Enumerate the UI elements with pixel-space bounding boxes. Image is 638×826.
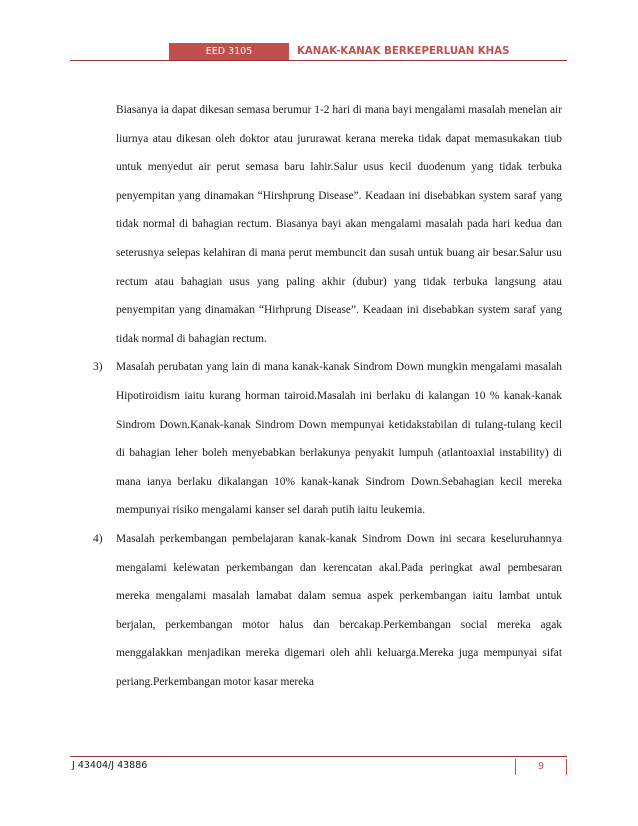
list-item: [93, 353, 562, 525]
student-id: J 43404/J 43886: [72, 760, 148, 771]
course-code: EED 3105: [169, 43, 289, 60]
document-body: [93, 96, 562, 696]
page-header: [70, 44, 567, 61]
list-item: [93, 525, 562, 697]
page-footer: [70, 756, 567, 773]
list-item-number: 3): [93, 361, 103, 374]
list-item-text: Masalah perubatan yang lain di mana kanak-kanak Sindrom Down mungkin mengalami masalah Hipotiroidism iaitu kurang horman tairoid.Masalah ini berlaku di kalangan 10 % kanak-kanak Sindrom Down.Kanak-kanak Sindrom Down mempunyai ketidakstabilan di tulang-tulang kecil di bahagian leher boleh menyebabkan berlakunya penyakit lumpuh (atlantoaxial instability) di mana ianya berlaku dikalangan 10% kanak-kanak Sindrom Down.Sebahagian kecil mereka mempunyai risiko mengalami kanser sel darah putih iaitu leukemia.: [116, 361, 562, 517]
document-title: KANAK-KANAK BERKEPERLUAN KHAS: [297, 46, 510, 57]
intro-paragraph: Biasanya ia dapat dikesan semasa berumur 1-2 hari di mana bayi mengalami masalah menelan air liurnya atau dikesan oleh doktor atau jururawat kerana mereka tidak dapat memasukakan tiub untuk menyedut air perut semasa baru lahir.Salur usus kecil duodenum yang tidak terbuka penyempitan yang dinamakan “Hirshprung Disease”. Keadaan ini disebabkan system saraf yang tidak normal di bahagian rectum. Biasanya bayi akan mengalami masalah pada hari kedua dan seterusnya selepas kelahiran di mana perut membuncit dan susah untuk buang air besar.Salur usu rectum atau bahagian usus yang paling akhir (dubur) yang tidak terbuka langsung atau penyempitan yang dinamakan “Hirhprung Disease”. Keadaan ini disebabkan system saraf yang tidak normal di bahagian rectum.: [116, 104, 562, 345]
list-item-text: Masalah perkembangan pembelajaran kanak-kanak Sindrom Down ini secara keseluruhannya mengalami kelewatan perkembangan dan kerencatan akal.Pada peringkat awal pembesaran mereka mengalami masalah lamabat dalam semua aspek perkembangan iaitu lambat untuk berjalan, perkembangan motor halus dan bercakap.Perkembangan social mereka agak menggalakkan menjadikan mereka digemari oleh ahli keluarga.Mereka juga mempunyai sifat periang.Perkembangan motor kasar mereka: [116, 532, 562, 688]
list-item-number: 4): [93, 532, 103, 545]
page-number: 9: [515, 759, 567, 775]
